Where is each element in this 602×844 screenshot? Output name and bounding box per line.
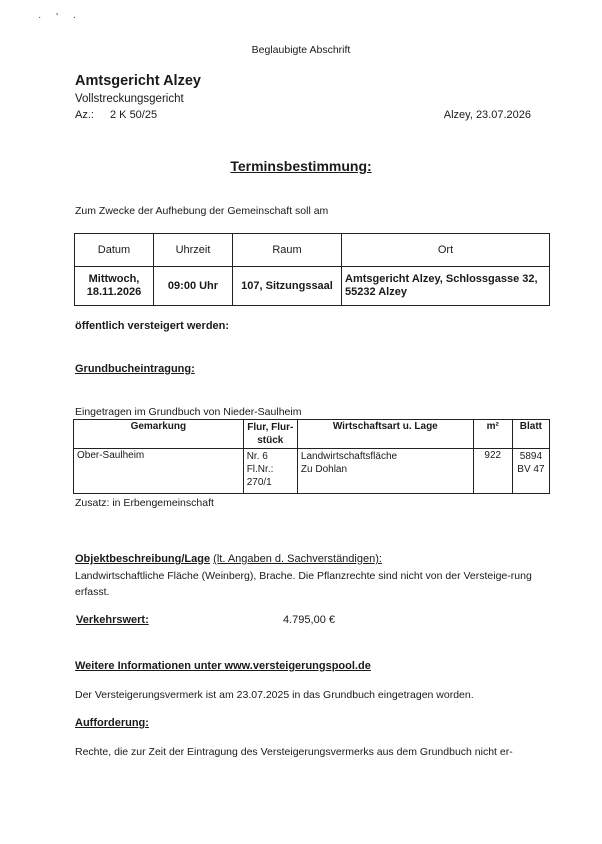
row-area: 922 xyxy=(473,449,512,494)
more-info-link[interactable]: Weitere Informationen unter www.versteigerungspool.de xyxy=(75,660,371,672)
land-header-row xyxy=(74,420,550,449)
appointment-room: 107, Sitzungssaal xyxy=(233,267,342,306)
row-sheet-line-2: BV 47 xyxy=(517,464,545,475)
summons-text: Rechte, die zur Zeit der Eintragung des Versteigerungsvermerks aus dem Grundbuch nicht er- xyxy=(75,746,513,758)
row-district: Ober-Saulheim xyxy=(74,449,244,494)
object-heading-label: Objektbeschreibung/Lage xyxy=(75,553,211,565)
header-time: Uhrzeit xyxy=(154,234,233,267)
header-usage: Wirtschaftsart u. Lage xyxy=(297,420,473,449)
registration-note: Der Versteigerungsvermerk ist am 23.07.2025 in das Grundbuch eingetragen worden. xyxy=(75,689,474,701)
header-area: m² xyxy=(473,420,512,449)
row-plot-line-1: Nr. 6 xyxy=(246,451,268,462)
row-usage xyxy=(297,449,473,494)
land-register-addon: Zusatz: in Erbengemeinschaft xyxy=(75,497,214,509)
location-line-2: 55232 Alzey xyxy=(345,286,407,298)
header-plot xyxy=(243,420,297,449)
court-department: Vollstreckungsgericht xyxy=(75,93,184,105)
appointment-header-row xyxy=(75,234,550,267)
row-usage-line-2: Zu Dohlan xyxy=(300,464,348,475)
header-plot-line-1: Flur, Flur- xyxy=(247,422,294,433)
header-sheet: Blatt xyxy=(512,420,549,449)
row-usage-line-1: Landwirtschaftsfläche xyxy=(300,451,398,462)
object-heading-note: (lt. Angaben d. Sachverständigen): xyxy=(213,553,382,565)
header-room: Raum xyxy=(233,234,342,267)
file-number-label: Az.: xyxy=(75,109,94,121)
row-sheet-line-1: 5894 xyxy=(519,451,543,462)
row-plot-line-2: Fl.Nr.: xyxy=(246,464,274,475)
purpose-text: Zum Zwecke der Aufhebung der Gemeinschaft soll am xyxy=(75,205,329,217)
location-line-1: Amtsgericht Alzey, Schlossgasse 32, xyxy=(345,273,538,285)
auction-text: öffentlich versteigert werden: xyxy=(75,320,230,332)
land-register-intro: Eingetragen im Grundbuch von Nieder-Saulheim xyxy=(75,406,302,418)
land-register-heading: Grundbucheintragung: xyxy=(75,363,195,375)
place-date: Alzey, 23.07.2026 xyxy=(443,109,531,121)
row-sheet xyxy=(512,449,549,494)
header-date: Datum xyxy=(75,234,154,267)
appointment-table xyxy=(74,233,550,306)
object-description: Landwirtschaftliche Fläche (Weinberg), Brache. Die Pflanzrechte sind nicht von der Versteige-rung erfasst. xyxy=(75,570,532,598)
market-value-label: Verkehrswert: xyxy=(76,614,149,626)
appointment-date xyxy=(75,267,154,306)
appointment-row xyxy=(75,267,550,306)
header-plot-line-2: stück xyxy=(257,435,284,446)
row-plot xyxy=(243,449,297,494)
appointment-date-value: 18.11.2026 xyxy=(86,286,142,298)
row-plot-line-3: 270/1 xyxy=(246,477,272,488)
file-number-value: 2 K 50/25 xyxy=(110,109,158,121)
certified-copy-label: Beglaubigte Abschrift xyxy=(251,44,351,56)
market-value-amount: 4.795,00 € xyxy=(283,614,335,626)
document-title: Terminsbestimmung: xyxy=(230,158,372,174)
header-district: Gemarkung xyxy=(74,420,244,449)
file-number xyxy=(75,109,157,121)
court-name: Amtsgericht Alzey xyxy=(75,73,201,89)
appointment-weekday: Mittwoch, xyxy=(88,273,140,285)
header-location: Ort xyxy=(342,234,550,267)
appointment-location xyxy=(342,267,550,306)
object-heading xyxy=(75,553,382,565)
summons-heading: Aufforderung: xyxy=(75,717,149,729)
land-register-table xyxy=(73,419,550,494)
appointment-time: 09:00 Uhr xyxy=(154,267,233,306)
land-row xyxy=(74,449,550,494)
scan-specks: · ' · xyxy=(38,12,83,23)
